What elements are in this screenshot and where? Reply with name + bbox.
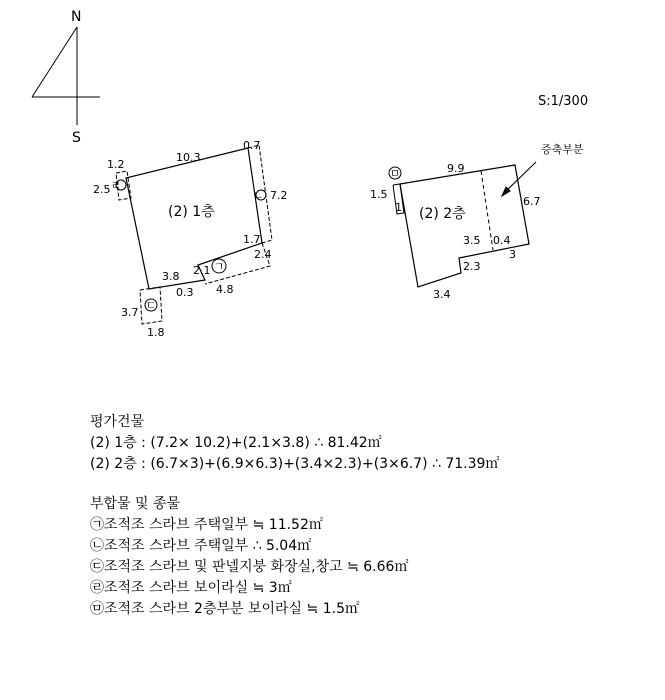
floor1-marker-c: ㄷ: [145, 299, 157, 312]
annex-item: ㉣조적조 스라브 보이라실 ≒ 3㎡: [90, 580, 292, 596]
annex-item: ㉤조적조 스라브 2층부분 보이라실 ≒ 1.5㎡: [90, 601, 359, 617]
floor1-dim-top-right: 0.7: [243, 139, 261, 152]
area-legend: [90, 412, 499, 620]
floor2-dim-inner-vertical: 2.3: [463, 260, 481, 273]
floor1-dim-step-right: 2.4: [254, 248, 272, 261]
compass-north-label: N: [71, 9, 82, 25]
floor1-dim-bottom-right: 4.8: [216, 283, 234, 296]
floor1-dim-inner-width: 2.1: [193, 264, 211, 277]
evaluation-line-1: (2) 1층 : (7.2× 10.2)+(2.1×3.8) ∴ 81.42㎡: [90, 435, 382, 451]
floor2-dim-step-right: 3: [509, 248, 516, 261]
floor1-dim-right-lower: 1.7: [243, 233, 261, 246]
annexes-heading: 부합물 및 종물: [90, 496, 181, 512]
floor2-label: (2) 2층: [419, 206, 466, 222]
floor2-extension-dashed-line: [481, 171, 493, 250]
annex-item: ㉢조적조 스라브 및 판넬지붕 화장실,창고 ≒ 6.66㎡: [90, 559, 409, 575]
floor1-dim-ext-left: 3.7: [121, 306, 139, 319]
floor1-label: (2) 1층: [168, 204, 215, 220]
evaluation-line-2: (2) 2층 : (6.7×3)+(6.9×6.3)+(3.4×2.3)+(3×6.7) ∴ 71.39㎡: [90, 456, 500, 472]
annex-item: ㉡조적조 스라브 주택일부 ∴ 5.04㎡: [90, 538, 312, 554]
floor1-dim-ext-bottom: 1.8: [147, 326, 165, 339]
floor2-dim-bottom: 3.4: [433, 288, 451, 301]
floor1-marker-d: ㄹ: [110, 179, 122, 192]
floor2-dim-right: 6.7: [523, 195, 541, 208]
north-arrow: [32, 27, 100, 125]
floor1-dim-inner-lower: 0.3: [176, 286, 194, 299]
drawing-scale: S:1/300: [538, 94, 589, 109]
floor2-dim-ext-left-side: 1: [395, 201, 402, 214]
floor2-marker-e: ㅁ: [389, 167, 401, 180]
floor2-dim-step-width: 3.5: [463, 234, 481, 247]
floor2-dim-ext-left: 1.5: [370, 188, 388, 201]
floor1-dim-top: 10.3: [176, 151, 201, 164]
floor1-marker-b: ㄴ: [252, 189, 264, 202]
floor1-dim-bottom-mid: 3.8: [162, 270, 180, 283]
annex-item: ㉠조적조 스라브 주택일부 ≒ 11.52㎡: [90, 517, 323, 533]
floor2-annotation: 증축부분: [541, 143, 584, 156]
evaluation-heading: 평가건물: [90, 414, 145, 430]
floor1-dim-left: 2.5: [93, 183, 111, 196]
compass-south-label: S: [72, 130, 81, 146]
floor1-dim-left-top: 1.2: [107, 158, 125, 171]
floor2-dim-top: 9.9: [447, 162, 465, 175]
floor1-dim-right: 7.2: [270, 189, 288, 202]
floor1-marker-a: ㄱ: [213, 260, 225, 273]
floor2-dim-step-small: 0.4: [493, 234, 511, 247]
